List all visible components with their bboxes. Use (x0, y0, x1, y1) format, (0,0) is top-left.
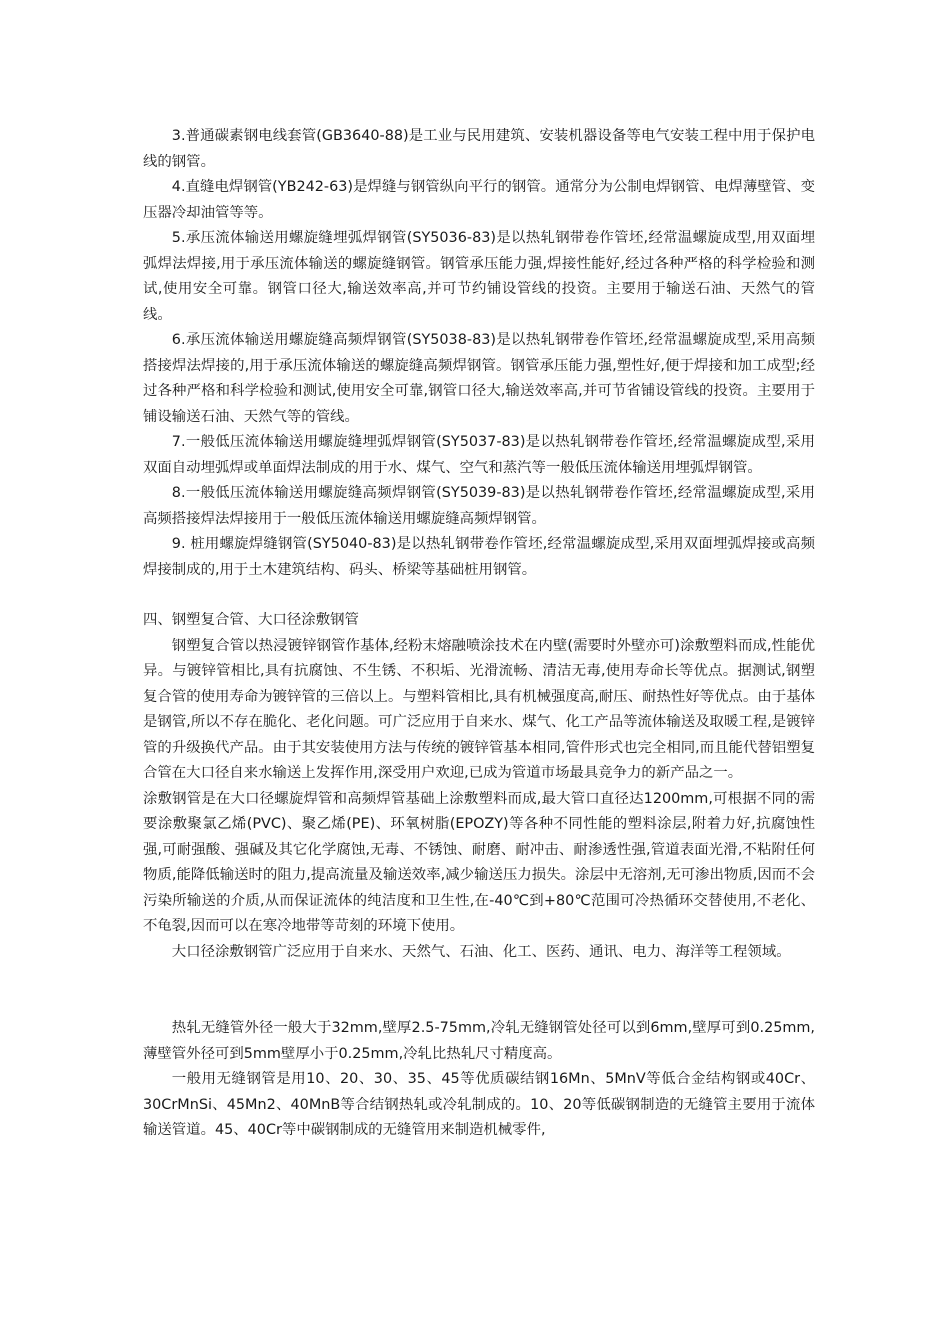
paragraph-item-9: 9. 桩用螺旋焊缝钢管(SY5040-83)是以热轧钢带卷作管坯,经常温螺旋成型,采用双面埋弧焊接或高频焊接制成的,用于土木建筑结构、码头、桥梁等基础桩用钢管。 (143, 536, 815, 578)
paragraph-coated-applications: 大口径涂敷钢管广泛应用于自来水、天然气、石油、化工、医药、通讯、电力、海洋等工程领域。 (171, 943, 791, 960)
document-body (143, 124, 815, 1144)
paragraph-steel-plastic: 钢塑复合管以热浸镀锌钢管作基体,经粉末熔融喷涂技术在内壁(需要时外壁亦可)涂敷塑料而成,性能优异。与镀锌管相比,具有抗腐蚀、不生锈、不积垢、光滑流畅、清洁无毒,使用寿命长等优点。据测试,钢塑复合管的使用寿命为镀锌管的三倍以上。与塑料管相比,具有机械强度高,耐压、耐热性好等优点。由于基体是钢管,所以不存在脆化、老化问题。可广泛应用于自来水、煤气、化工产品等流体输送及取暖工程,是镀锌管的升级换代产品。由于其安装使用方法与传统的镀锌管基本相同,管件形式也完全相同,而且能代替铝塑复合管在大口径自来水输送上发挥作用,深受用户欢迎,已成为管道市场最具竞争力的新产品之一。 (143, 637, 815, 781)
paragraph-coated-pipe: 涂敷钢管是在大口径螺旋焊管和高频焊管基础上涂敷塑料而成,最大管口直径达1200mm,可根据不同的需要涂敷聚氯乙烯(PVC)、聚乙烯(PE)、环氧树脂(EPOZY)等各种不同性能的塑料涂层,附着力好,抗腐蚀性强,可耐强酸、强碱及其它化学腐蚀,无毒、不锈蚀、耐磨、耐冲击、耐渗透性强,管道表面光滑,不粘附任何物质,能降低输送时的阻力,提高流量及输送效率,减少输送压力损失。涂层中无溶剂,无可渗出物质,因而不会污染所输送的介质,从而保证流体的纯洁度和卫生性,在-40℃到+80℃范围可冷热循环交替使用,不老化、不龟裂,因而可以在寒冷地带等苛刻的环境下使用。 (143, 790, 815, 934)
paragraph-item-8: 8.一般低压流体输送用螺旋缝高频焊钢管(SY5039-83)是以热轧钢带卷作管坯,经常温螺旋成型,采用高频搭接焊法焊接用于一般低压流体输送用螺旋缝高频焊钢管。 (143, 485, 815, 527)
section-heading: 四、钢塑复合管、大口径涂敷钢管 (143, 612, 359, 628)
paragraph-item-7: 7.一般低压流体输送用螺旋缝埋弧焊钢管(SY5037-83)是以热轧钢带卷作管坯,经常温螺旋成型,采用双面自动埋弧焊或单面焊法制成的用于水、煤气、空气和蒸汽等一般低压流体输送用埋弧焊钢管。 (143, 434, 815, 476)
paragraph-item-4: 4.直缝电焊钢管(YB242-63)是焊缝与钢管纵向平行的钢管。通常分为公制电焊钢管、电焊薄壁管、变压器冷却油管等等。 (143, 179, 815, 221)
paragraph-item-3: 3.普通碳素钢电线套管(GB3640-88)是工业与民用建筑、安装机器设备等电气安装工程中用于保护电线的钢管。 (143, 128, 815, 170)
paragraph-hot-rolled: 热轧无缝管外径一般大于32mm,壁厚2.5-75mm,冷轧无缝钢管处径可以到6mm,壁厚可到0.25mm,薄壁管外径可到5mm壁厚小于0.25mm,冷轧比热轧尺寸精度高。 (143, 1020, 815, 1062)
paragraph-general-seamless: 一般用无缝钢管是用10、20、30、35、45等优质碳结钢16Mn、5MnV等低合金结构钢或40Cr、30CrMnSi、45Mn2、40MnB等合结钢热轧或冷轧制成的。10、20等低碳钢制造的无缝管主要用于流体输送管道。45、40Cr等中碳钢制成的无缝管用来制造机械零件, (143, 1071, 815, 1138)
paragraph-item-5: 5.承压流体输送用螺旋缝埋弧焊钢管(SY5036-83)是以热轧钢带卷作管坯,经常温螺旋成型,用双面埋弧焊法焊接,用于承压流体输送的螺旋缝钢管。钢管承压能力强,焊接性能好,经过各种严格的科学检验和测试,使用安全可靠。钢管口径大,输送效率高,并可节约铺设管线的投资。主要用于输送石油、天然气的管线。 (143, 230, 815, 323)
paragraph-item-6: 6.承压流体输送用螺旋缝高频焊钢管(SY5038-83)是以热轧钢带卷作管坯,经常温螺旋成型,采用高频搭接焊法焊接的,用于承压流体输送的螺旋缝高频焊钢管。钢管承压能力强,塑性好,便于焊接和加工成型;经过各种严格和科学检验和测试,使用安全可靠,钢管口径大,输送效率高,并可节省铺设管线的投资。主要用于铺设输送石油、天然气等的管线。 (143, 332, 815, 425)
